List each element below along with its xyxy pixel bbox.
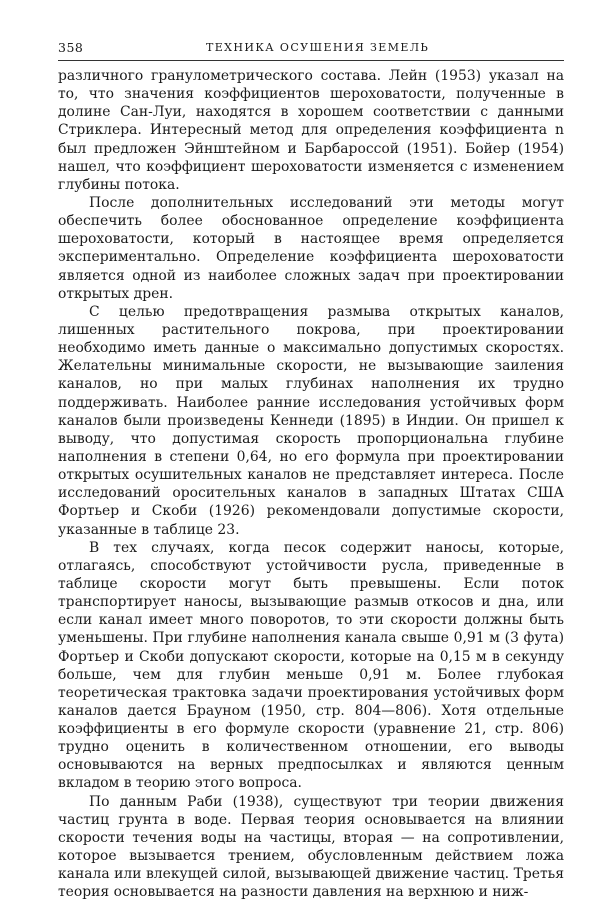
- page-header: [58, 40, 564, 62]
- paragraph-particle-motion-theories: По данным Раби (1938), существуют три теории движения частиц грунта в воде. Первая теория основывается на влиянии скорости течения воды на частицы, вторая — на сопротивлении, которое вызывается трением, обусловленным действием ложа канала или влекущей силой, вызывающей движение частиц. Третья теория основывается на разности давления на верхнюю и ниж-: [58, 793, 564, 901]
- page-number: 358: [58, 40, 84, 55]
- paragraph-sediment-velocities: В тех случаях, когда песок содержит наносы, которые, отлагаясь, способствуют устойчивости русла, приведенные в таблице скорости могут быть превышены. Если поток транспортирует наносы, вызывающие размыв откосов и дна, или если канал имеет много поворотов, то эти скорости должны быть уменьшены. При глубине наполнения канала свыше 0,91 м (3 фута) Фортьер и Скоби допускают скорости, которые на 0,15 м в секунду больше, чем для глубин меньше 0,91 м. Более глубокая теоретическая трактовка задачи проектирования устойчивых форм каналов дается Брауном (1950, стр. 804—806). Хотя отдельные коэффициенты в его формуле скорости (уравнение 21, стр. 806) трудно оценить в количественном отношении, его выводы основываются на верных предпосылках и являются ценным вкладом в теорию этого вопроса.: [58, 539, 564, 792]
- body-text: [58, 67, 564, 901]
- header-rule: [58, 60, 564, 61]
- paragraph-roughness-methods: После дополнительных исследований эти методы могут обеспечить более обоснованное определение коэффициента шероховатости, который в настоящее время определяется экспериментально. Определение коэффициента шероховатости является одной из наиболее сложных задач при проектировании открытых дрен.: [58, 194, 564, 302]
- paragraph-roughness-data: различного гранулометрического состава. Лейн (1953) указал на то, что значения коэффициентов шероховатости, полученные в долине Сан-Луи, находятся в хорошем соответствии с данными Стриклера. Интересный метод для определения коэффициента n был предложен Эйнштейном и Барбароссой (1951). Бойер (1954) нашел, что коэффициент шероховатости изменяется с изменением глубины потока.: [58, 68, 564, 193]
- paragraph-permissible-velocities: С целью предотвращения размыва открытых каналов, лишенных растительного покрова, при проектировании необходимо иметь данные о максимально допустимых скоростях. Желательны минимальные скорости, не вызывающие заиления каналов, но при малых глубинах наполнения их трудно поддерживать. Наиболее ранние исследования устойчивых форм каналов были произведены Кеннеди (1895) в Индии. Он пришел к выводу, что допустимая скорость пропорциональна глубине наполнения в степени 0,64, но его формула при проектировании открытых осушительных каналов не представляет интереса. После исследований оросительных каналов в западных Штатах США Фортьер и Скоби (1926) рекомендовали допустимые скорости, указанные в таблице 23.: [58, 303, 564, 538]
- running-title: ТЕХНИКА ОСУШЕНИЯ ЗЕМЕЛЬ: [206, 41, 430, 54]
